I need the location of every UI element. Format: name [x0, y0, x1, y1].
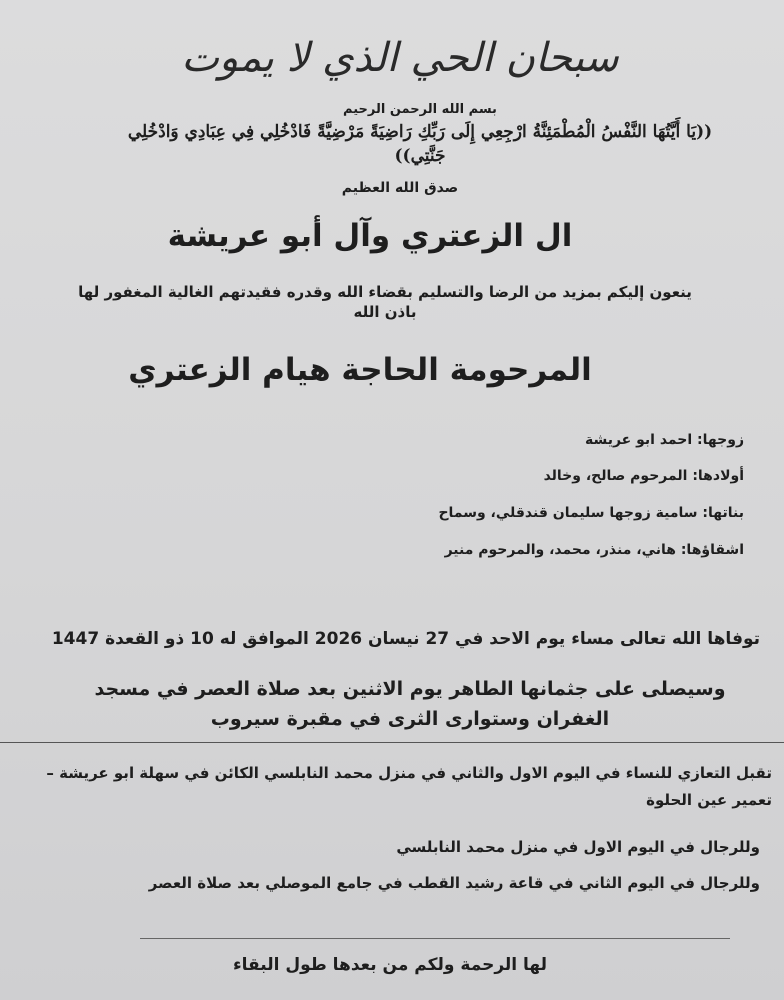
divider	[140, 938, 730, 939]
relative-daughters: بناتها: سامية زوجها سليمان قندقلي، وسماح	[438, 505, 744, 521]
relative-husband: زوجها: احمد ابو عريشة	[584, 432, 744, 448]
relative-brothers: اشقاؤها: هاني، منذر، محمد، والمرحوم منير	[444, 542, 744, 558]
closing-line: لها الرحمة ولكم من بعدها طول البقاء	[232, 955, 548, 975]
condolences-men-day1: وللرجال في اليوم الاول في منزل محمد النابلسي	[396, 838, 760, 856]
deceased-name: المرحومة الحاجة هيام الزعتري	[128, 352, 592, 388]
relative-sons: أولادها: المرحوم صالح، وخالد	[543, 468, 744, 484]
condolences-men-day2: وللرجال في اليوم الثاني في قاعة رشيد القطب في جامع الموصلي بعد صلاة العصر	[148, 874, 760, 892]
calligraphy-header: سبحان الحي الذي لا يموت	[181, 35, 619, 81]
death-notice: توفاها الله تعالى مساء يوم الاحد في 27 نيسان 2026 الموافق له 10 ذو القعدة 1447	[51, 629, 760, 649]
basmala: بسم الله الرحمن الرحيم	[343, 102, 497, 117]
condolences-women: تقبل التعازي للنساء في اليوم الاول والثاني في منزل محمد النابلسي الكائن في سهلة ابو عريشة – تعمير عين الحلوة	[46, 764, 772, 809]
announcement-text: ينعون إليكم بمزيد من الرضا والتسليم بقضاء الله وقدره فقيدتهم الغالية المغفور لها باذن الله	[78, 283, 692, 321]
quran-verse: ((يَا أَيَّتُهَا النَّفْسُ الْمُطْمَئِنَّةُ ارْجِعِي إِلَى رَبِّكِ رَاضِيَةً مَرْضِيَّةً فَادْخُلِي فِي عِبَادِي وَادْخُلِي جَنَّتِي))	[127, 122, 713, 166]
sadaq-line: صدق الله العظيم	[341, 180, 459, 196]
funeral-notice: وسيصلى على جثمانها الطاهر يوم الاثنين بعد صلاة العصر في مسجد الغفران وستوارى الثرى في مقبرة سيروب	[94, 678, 726, 730]
family-names: ال الزعتري وآل أبو عريشة	[167, 218, 573, 254]
divider	[0, 742, 784, 743]
